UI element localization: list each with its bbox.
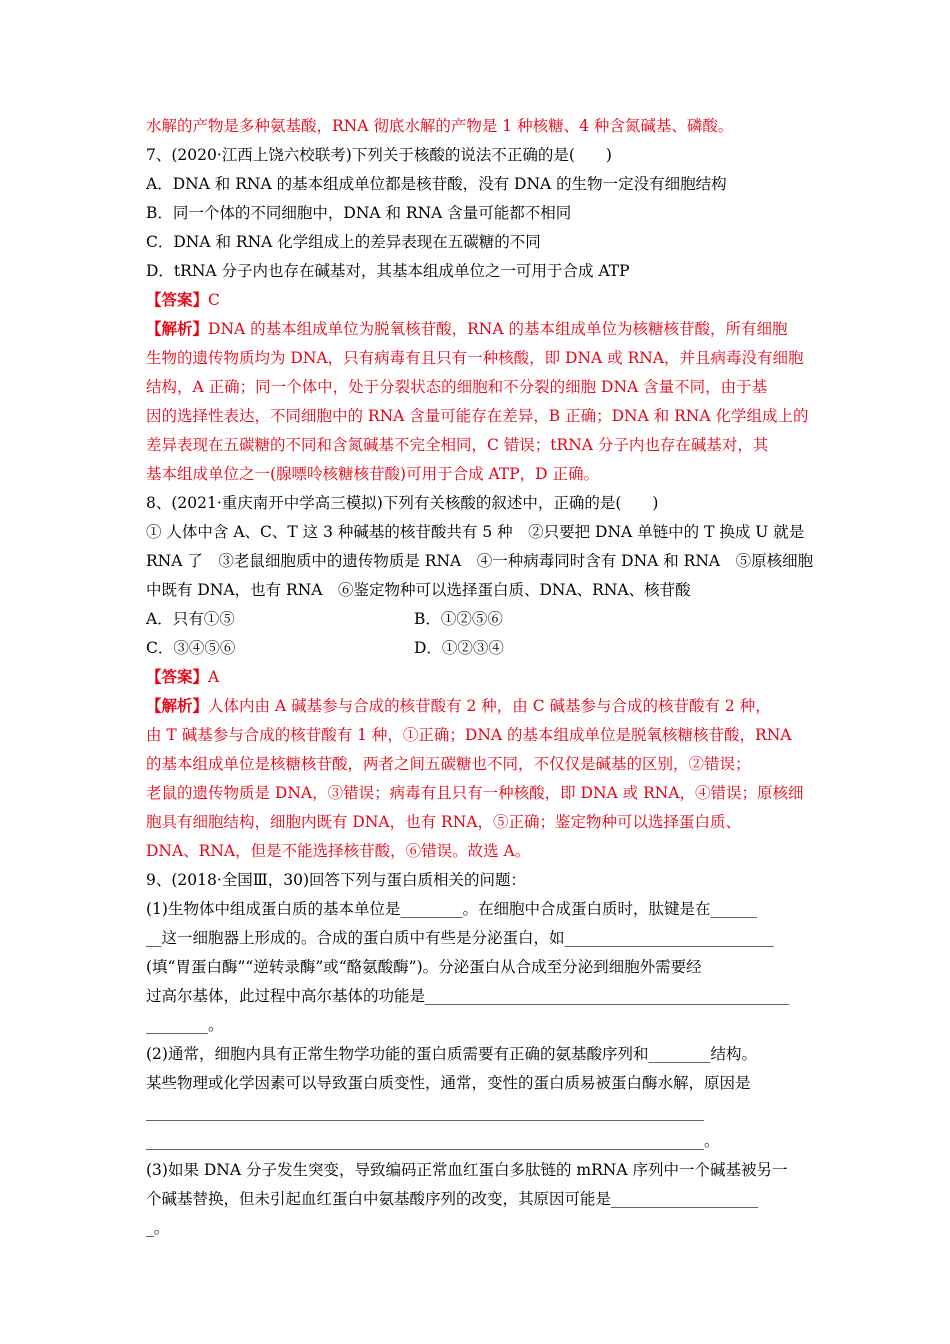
question-7-option-b: B．同一个体的不同细胞中，DNA 和 RNA 含量可能都不相同 xyxy=(146,204,572,222)
question-7-stem: 7、(2020·江西上饶六校联考)下列关于核酸的说法不正确的是( ) xyxy=(146,146,612,164)
question-8-explanation-line-1 xyxy=(146,696,818,716)
question-7-explanation-line-5: 差异表现在五碳糖的不同和含氮碱基不完全相同，C 错误；tRNA 分子内也存在碱基对，其 xyxy=(146,436,769,454)
question-9-part-1-line-5: ________。 xyxy=(146,1016,224,1034)
question-9-part-3-line-3: _。 xyxy=(146,1219,170,1237)
answer-value: C xyxy=(208,291,220,309)
question-9-part-1-line-3: (填“胃蛋白酶”“逆转录酶”或“酪氨酸酶”)。分泌蛋白从合成至分泌到细胞外需要经 xyxy=(146,958,702,976)
question-8-option-c: C．③④⑤⑥ xyxy=(146,639,236,657)
question-9-part-3-line-1: (3)如果 DNA 分子发生突变，导致编码正常血红蛋白多肽链的 mRNA 序列中一个碱基被另一 xyxy=(146,1161,788,1179)
question-8-options-row-1 xyxy=(146,609,818,629)
question-8-explanation-line-4: 老鼠的遗传物质是 DNA，③错误；病毒有且只有一种核酸，即 DNA 或 RNA，④错误；原核细 xyxy=(146,784,804,802)
question-8-explanation-line-3: 的基本组成单位是核糖核苷酸，两者之间五碳糖也不同，不仅仅是碱基的区别，②错误； xyxy=(146,755,751,773)
question-9-part-2-blank-1: ________________________________________________________________________ xyxy=(146,1103,704,1121)
question-7-explanation-line-4: 因的选择性表达，不同细胞中的 RNA 含量可能存在差异，B 正确；DNA 和 RNA 化学组成上的 xyxy=(146,407,809,425)
question-9-part-1-line-1: (1)生物体中组成蛋白质的基本单位是________。在细胞中合成蛋白质时，肽键是在______ xyxy=(146,900,757,918)
question-7-explanation-line-3: 结构，A 正确；同一个体中，处于分裂状态的细胞和不分裂的细胞 DNA 含量不同，由于基 xyxy=(146,378,768,396)
question-8-options-row-2 xyxy=(146,638,818,658)
explanation-tag: 【解析】 xyxy=(146,319,209,338)
question-8-option-a: A．只有①⑤ xyxy=(146,610,235,628)
question-8-option-d: D．①②③④ xyxy=(414,639,504,657)
question-8-statements-line-2: RNA 了 ③老鼠细胞质中的遗传物质是 RNA ④一种病毒同时含有 DNA 和 RNA ⑤原核细胞 xyxy=(146,552,814,570)
question-9-part-2-blank-2: ________________________________________________________________________。 xyxy=(146,1132,720,1150)
question-8-explanation-line-5: 胞具有细胞结构，细胞内既有 DNA，也有 RNA，⑤正确；鉴定物种可以选择蛋白质、 xyxy=(146,813,741,831)
question-7-option-d: D．tRNA 分子内也存在碱基对，其基本组成单位之一可用于合成 ATP xyxy=(146,262,630,280)
question-8-explanation-line-6: DNA、RNA，但是不能选择核苷酸，⑥错误。故选 A。 xyxy=(146,842,531,860)
explanation-text: 人体内由 A 碱基参与合成的核苷酸有 2 种，由 C 碱基参与合成的核苷酸有 2 种， xyxy=(208,697,771,715)
question-8-explanation-line-2: 由 T 碱基参与合成的核苷酸有 1 种，①正确；DNA 的基本组成单位是脱氧核糖核苷酸，RNA xyxy=(146,726,792,744)
question-9-part-2-line-1: (2)通常，细胞内具有正常生物学功能的蛋白质需要有正确的氨基酸序列和________结构。 xyxy=(146,1045,757,1063)
question-7-explanation-line-6: 基本组成单位之一(腺嘌呤核糖核苷酸)可用于合成 ATP，D 正确。 xyxy=(146,465,599,483)
question-8-statements-line-1: ① 人体中含 A、C、T 这 3 种碱基的核苷酸共有 5 种 ②只要把 DNA 单链中的 T 换成 U 就是 xyxy=(146,523,805,541)
question-8-option-b: B．①②⑤⑥ xyxy=(414,610,503,628)
question-9-part-1-line-4: 过高尔基体，此过程中高尔基体的功能是_______________________________________________ xyxy=(146,987,790,1005)
question-8-answer xyxy=(146,667,818,687)
question-7-explanation-line-2: 生物的遗传物质均为 DNA，只有病毒有且只有一种核酸，即 DNA 或 RNA，并且病毒没有细胞 xyxy=(146,349,804,367)
question-8-statements-line-3: 中既有 DNA，也有 RNA ⑥鉴定物种可以选择蛋白质、DNA、RNA、核苷酸 xyxy=(146,581,691,599)
explanation-tag: 【解析】 xyxy=(146,696,209,715)
answer-tag: 【答案】 xyxy=(146,667,209,686)
explanation-continuation: 水解的产物是多种氨基酸，RNA 彻底水解的产物是 1 种核糖、4 种含氮碱基、磷酸。 xyxy=(146,117,734,135)
question-7-option-a: A．DNA 和 RNA 的基本组成单位都是核苷酸，没有 DNA 的生物一定没有细胞结构 xyxy=(146,175,727,193)
answer-value: A xyxy=(208,668,220,686)
question-8-stem: 8、(2021·重庆南开中学高三模拟)下列有关核酸的叙述中，正确的是( ) xyxy=(146,494,659,512)
question-9-part-1-line-2: __这一细胞器上形成的。合成的蛋白质中有些是分泌蛋白，如___________________________ xyxy=(146,929,774,947)
question-9-part-2-line-2: 某些物理或化学因素可以导致蛋白质变性，通常，变性的蛋白质易被蛋白酶水解，原因是 xyxy=(146,1074,751,1092)
answer-tag: 【答案】 xyxy=(146,290,209,309)
explanation-text: DNA 的基本组成单位为脱氧核苷酸，RNA 的基本组成单位为核糖核苷酸，所有细胞 xyxy=(208,320,788,338)
question-7-option-c: C．DNA 和 RNA 化学组成上的差异表现在五碳糖的不同 xyxy=(146,233,541,251)
question-9-part-3-line-2: 个碱基替换，但未引起血红蛋白中氨基酸序列的改变，其原因可能是___________________ xyxy=(146,1190,759,1208)
question-7-explanation-line-1 xyxy=(146,319,818,339)
question-9-stem: 9、(2018·全国Ⅲ，30)回答下列与蛋白质相关的问题： xyxy=(146,871,527,889)
question-7-answer xyxy=(146,290,818,310)
